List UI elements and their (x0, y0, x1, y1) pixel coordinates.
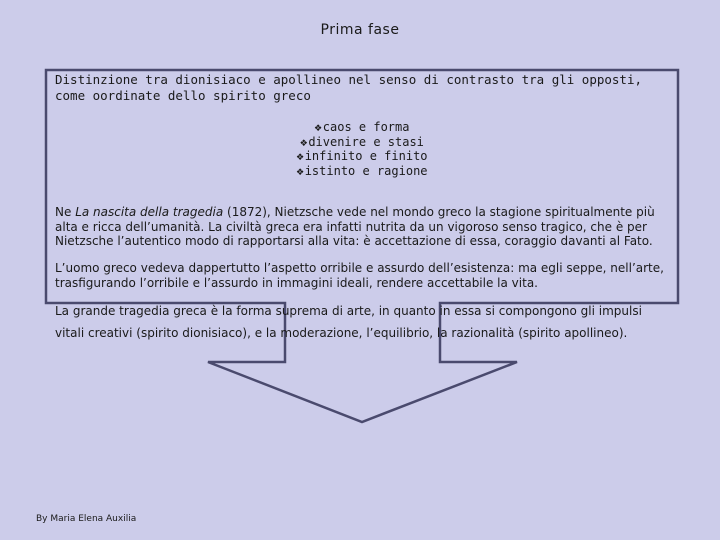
diamond-bullet-icon: ❖ (296, 149, 304, 163)
book-title: La nascita della tragedia (75, 205, 224, 219)
box-heading: Distinzione tra dionisiaco e apollineo nel senso di contrasto tra gli opposti, come oordinate dello spirito greco (55, 72, 642, 103)
diamond-bullet-icon: ❖ (300, 134, 308, 149)
bullet-item (51, 135, 673, 150)
paragraph-text: Ne (55, 205, 76, 219)
bullet-list (51, 120, 673, 178)
bullet-text: caos e forma (322, 120, 410, 134)
author-credit: By Maria Elena Auxilia (36, 514, 137, 524)
paragraph-nascita (55, 205, 669, 249)
paragraph-tragedia: La grande tragedia greca è la forma suprema di arte, in quanto in essa si compongono gli impulsi vitali creativi (spirito dionisiaco), e la moderazione, l’equilibrio, la razionalità (spirito apollineo). (55, 303, 642, 340)
bullet-item (51, 164, 673, 179)
content-box (51, 72, 673, 344)
diamond-bullet-icon: ❖ (296, 163, 304, 178)
diamond-bullet-icon: ❖ (314, 120, 322, 134)
bullet-text: divenire e stasi (308, 134, 424, 149)
paragraph-text: (1872), Nietzsche vede nel mondo greco la stagione spiritualmente più alta e ricca dell’umanità. La civiltà greca era infatti nutrita da un vigoroso senso tragico, che è per Nietzsche l’autentico modo di rapportarsi alla vita: è accettazione di essa, coraggio davanti al Fato. (55, 205, 655, 249)
bullet-text: infinito e finito (304, 149, 428, 163)
page-title: Prima fase (320, 22, 400, 38)
paragraph-uomo-greco: L’uomo greco vedeva dappertutto l’aspetto orribile e assurdo dell’esistenza: ma egli seppe, nell’arte, trasfigurando l’orribile e l’assurdo in immagini ideali, rendere accettabile la vita. (55, 261, 664, 290)
bullet-text: istinto e ragione (304, 163, 428, 178)
bullet-item (51, 120, 673, 135)
bullet-item (51, 149, 673, 164)
